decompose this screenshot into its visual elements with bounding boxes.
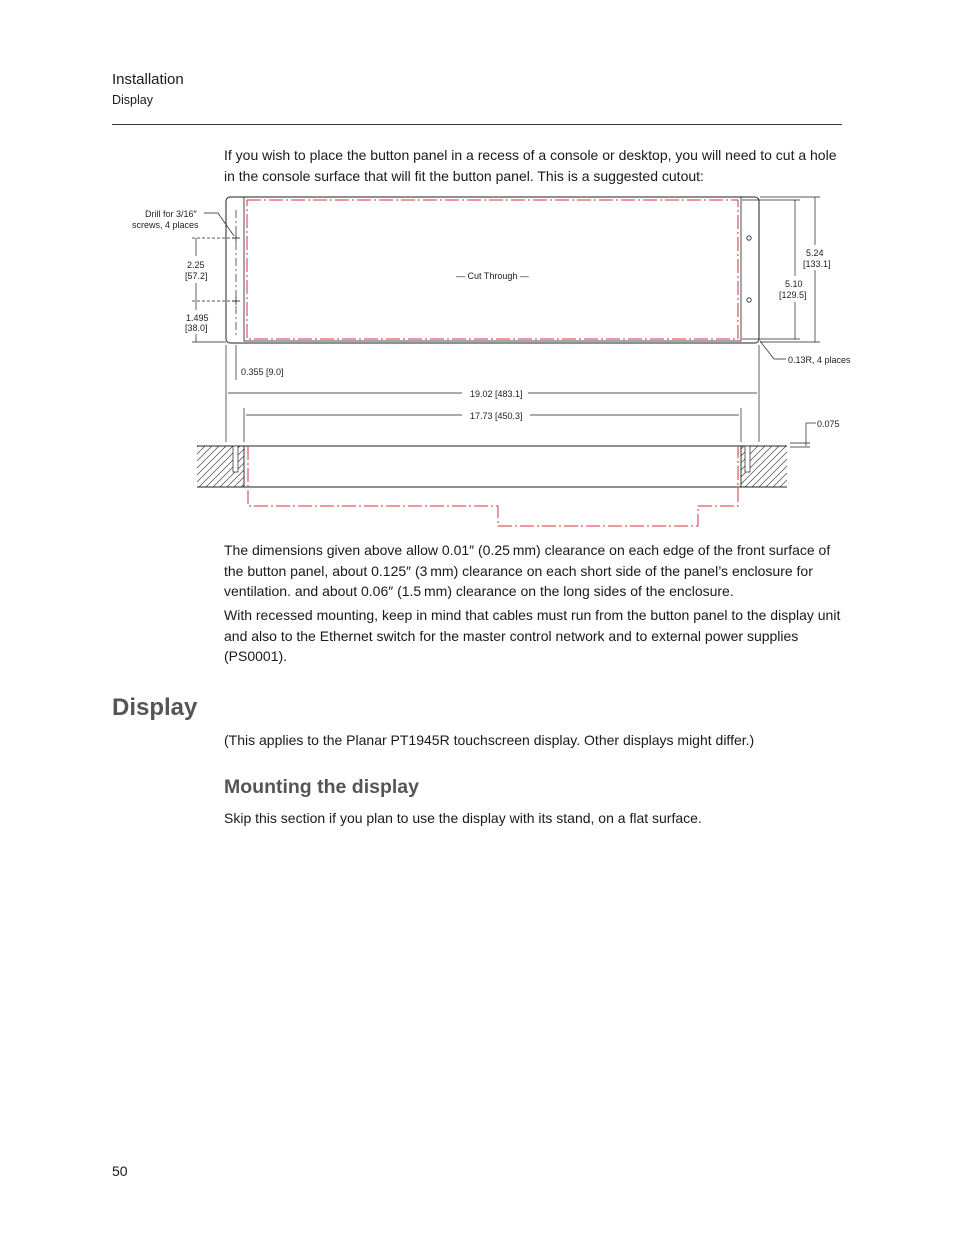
inner-outline xyxy=(244,197,741,341)
display-note: (This applies to the Planar PT1945R touchscreen display. Other displays might differ.) xyxy=(224,732,755,748)
page-number: 50 xyxy=(112,1163,128,1179)
drill-note-line1: Drill for 3/16″ xyxy=(145,209,197,219)
dim-0-355: 0.355 [9.0] xyxy=(241,367,284,377)
mounting-paragraph: Skip this section if you plan to use the display with its stand, on a flat surface. xyxy=(224,810,702,826)
dim-5-10: 5.10 xyxy=(785,279,803,289)
cut-through-outline xyxy=(247,200,738,339)
dim-5-24-mm: [133.1] xyxy=(803,259,831,269)
cutout-diagram xyxy=(0,0,954,540)
dim-2-25: 2.25 xyxy=(187,260,205,270)
dim-1-495-mm: [38.0] xyxy=(185,323,208,333)
cut-through-label: — Cut Through — xyxy=(456,271,529,281)
running-header-chapter: Installation xyxy=(112,71,184,88)
panel-outline xyxy=(226,197,759,343)
running-header-section: Display xyxy=(112,93,153,107)
dim-17-73: 17.73 [450.3] xyxy=(470,411,523,421)
dim-5-10-mm: [129.5] xyxy=(779,290,807,300)
radius-note: 0.13R, 4 places xyxy=(788,355,851,365)
dim-1-495: 1.495 xyxy=(186,313,209,323)
display-heading: Display xyxy=(112,694,198,721)
dim-19-02: 19.02 [483.1] xyxy=(470,389,523,399)
dim-5-24: 5.24 xyxy=(806,248,824,258)
mounting-heading: Mounting the display xyxy=(224,776,419,798)
screw-hole xyxy=(747,298,751,302)
screw-hole xyxy=(747,236,751,240)
intro-paragraph: If you wish to place the button panel in a recess of a console or desktop, you will need to cut a hole in the console surface that will fit the button panel. This is a suggested cutout: xyxy=(224,147,837,184)
dim-0-075: 0.075 xyxy=(817,419,840,429)
clearance-paragraph: The dimensions given above allow 0.01″ (0.25 mm) clearance on each edge of the front surface of the button panel, about 0.125″ (3 mm) clearance on each short side of the panel’s enclosure for ventilation. and about 0.06″ (1.5 mm) clearance on the long sides of the enclosure. xyxy=(224,542,831,599)
enclosure-outline xyxy=(248,446,738,526)
drill-note-line2: screws, 4 places xyxy=(132,220,199,230)
cables-paragraph: With recessed mounting, keep in mind that cables must run from the button panel to the display unit and also to the Ethernet switch for the master control network and to external power supplies (PS0001). xyxy=(224,607,841,664)
dim-2-25-mm: [57.2] xyxy=(185,271,208,281)
